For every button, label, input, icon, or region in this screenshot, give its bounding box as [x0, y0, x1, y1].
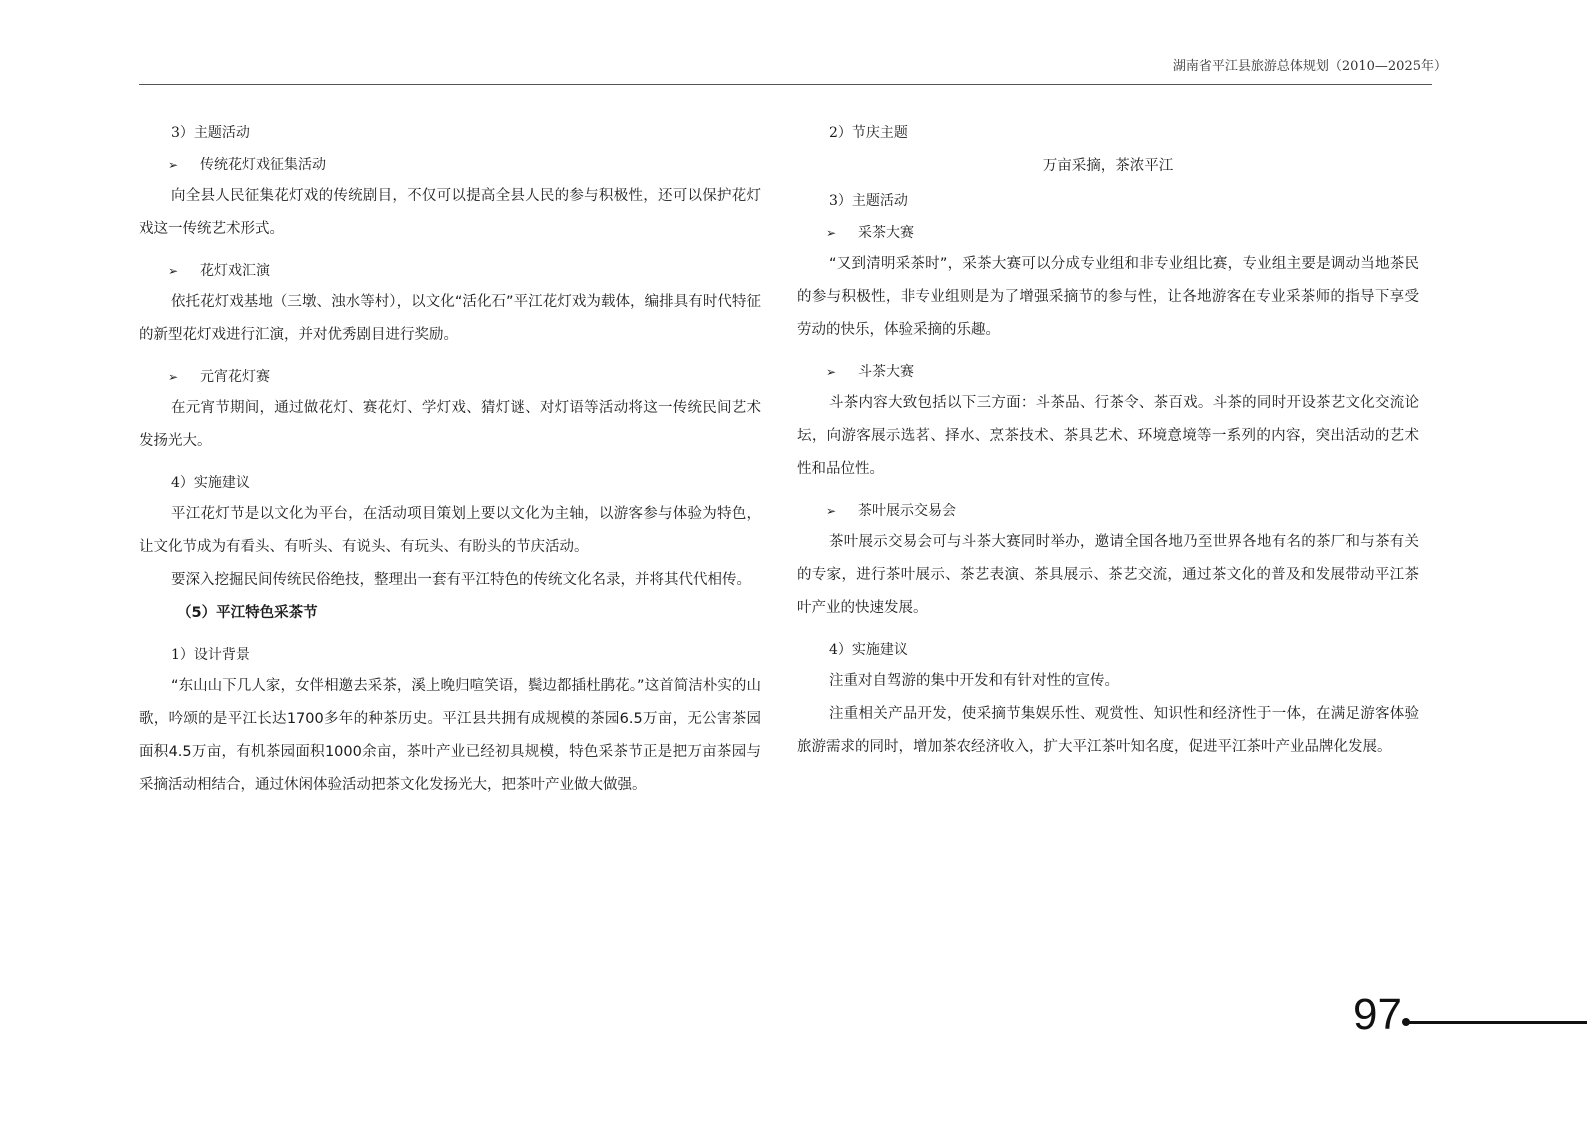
- bullet-item: [797, 496, 1419, 526]
- page-number: 97: [1353, 990, 1402, 1039]
- paragraph: 斗茶内容大致包括以下三方面：斗茶品、行茶令、茶百戏。斗茶的同时开设茶艺文化交流论坛，向游客展示选茗、择水、烹茶技术、茶具艺术、环境意境等一系列的内容，突出活动的艺术性和品位性。: [797, 395, 1419, 477]
- arrow-bullet-icon: ➢: [168, 370, 179, 384]
- subsection-theme-activities: 3）主题活动: [171, 125, 250, 141]
- festival-slogan: 万亩采摘，茶浓平江: [1042, 158, 1174, 174]
- subsection-theme-activities: 3）主题活动: [829, 193, 908, 209]
- paragraph: 向全县人民征集花灯戏的传统剧目，不仅可以提高全县人民的参与积极性，还可以保护花灯戏这一传统艺术形式。: [139, 188, 761, 237]
- left-column: [139, 118, 761, 802]
- paragraph: 在元宵节期间，通过做花灯、赛花灯、学灯戏、猜灯谜、对灯语等活动将这一传统民间艺术发扬光大。: [139, 400, 761, 449]
- bullet-item: [139, 362, 761, 392]
- bullet-item: [797, 218, 1419, 248]
- section-heading: （5）平江特色采茶节: [177, 605, 318, 621]
- arrow-bullet-icon: ➢: [826, 504, 837, 518]
- paragraph: “又到清明采茶时”，采茶大赛可以分成专业组和非专业组比赛，专业组主要是调动当地茶民的参与积极性，非专业组则是为了增强采摘节的参与性，让各地游客在专业采茶师的指导下享受劳动的快乐，体验采摘的乐趣。: [797, 256, 1419, 338]
- paragraph: 注重相关产品开发，使采摘节集娱乐性、观赏性、知识性和经济性于一体，在满足游客体验旅游需求的同时，增加茶农经济收入，扩大平江茶叶知名度，促进平江茶叶产业品牌化发展。: [797, 706, 1419, 755]
- right-column: [797, 118, 1419, 764]
- paragraph: 平江花灯节是以文化为平台，在活动项目策划上要以文化为主轴，以游客参与体验为特色，让文化节成为有看头、有听头、有说头、有玩头、有盼头的节庆活动。: [139, 506, 761, 555]
- bullet-label: 斗茶大赛: [858, 364, 914, 380]
- paragraph: “东山山下几人家，女伴相邀去采茶，溪上晚归喧笑语，鬓边都插杜鹃花。”这首简洁朴实的山歌，吟颂的是平江长达1700多年的种茶历史。平江县共拥有成规模的茶园6.5万亩，无公害茶园面积4.5万亩，有机茶园面积1000余亩，茶叶产业已经初具规模，特色采茶节正是把万亩茶园与采摘活动相结合，通过休闲体验活动把茶文化发扬光大，把茶叶产业做大做强。: [139, 678, 761, 793]
- page-number-rule: [1408, 1021, 1587, 1024]
- bullet-label: 采茶大赛: [858, 225, 914, 241]
- header-divider: [139, 84, 1432, 85]
- paragraph: 注重对自驾游的集中开发和有针对性的宣传。: [829, 673, 1119, 689]
- arrow-bullet-icon: ➢: [826, 226, 837, 240]
- arrow-bullet-icon: ➢: [168, 158, 179, 172]
- bullet-label: 元宵花灯赛: [200, 369, 270, 385]
- paragraph: 要深入挖掘民间传统民俗绝技，整理出一套有平江特色的传统文化名录，并将其代代相传。: [171, 572, 751, 588]
- bullet-label: 茶叶展示交易会: [858, 503, 956, 519]
- bullet-item: [797, 357, 1419, 387]
- arrow-bullet-icon: ➢: [826, 365, 837, 379]
- bullet-item: [139, 256, 761, 286]
- bullet-item: [139, 150, 761, 180]
- subsection-background: 1）设计背景: [171, 647, 250, 663]
- paragraph: 依托花灯戏基地（三墩、浊水等村），以文化“活化石”平江花灯戏为载体，编排具有时代特征的新型花灯戏进行汇演，并对优秀剧目进行奖励。: [139, 294, 761, 343]
- paragraph: 茶叶展示交易会可与斗茶大赛同时举办，邀请全国各地乃至世界各地有名的茶厂和与茶有关的专家，进行茶叶展示、茶艺表演、茶具展示、茶艺交流，通过茶文化的普及和发展带动平江茶叶产业的快速发展。: [797, 534, 1419, 616]
- bullet-label: 花灯戏汇演: [200, 263, 270, 279]
- subsection-festival-theme: 2）节庆主题: [829, 125, 908, 141]
- subsection-implementation: 4）实施建议: [829, 642, 908, 658]
- subsection-implementation: 4）实施建议: [171, 475, 250, 491]
- bullet-label: 传统花灯戏征集活动: [200, 157, 326, 173]
- document-title: 湖南省平江县旅游总体规划（2010—2025年）: [1172, 59, 1447, 74]
- arrow-bullet-icon: ➢: [168, 264, 179, 278]
